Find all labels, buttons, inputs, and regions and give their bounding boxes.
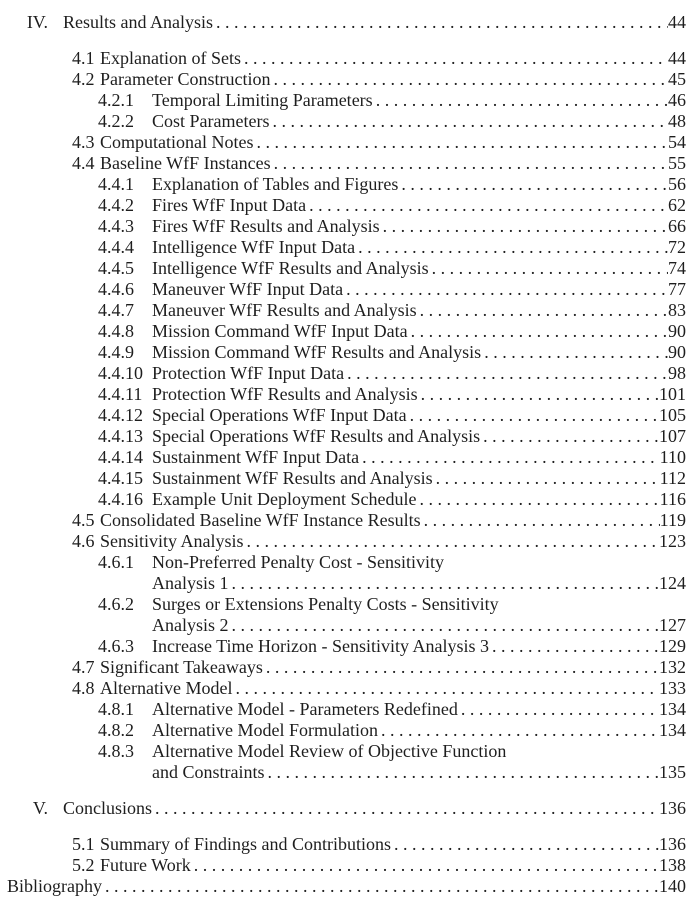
entry-page-number: 83 xyxy=(668,300,686,320)
toc-entry xyxy=(0,111,686,132)
dotted-leader xyxy=(270,69,668,90)
toc-entry xyxy=(0,48,686,69)
entry-page-number: 48 xyxy=(668,111,686,131)
entry-title: Surges or Extensions Penalty Costs - Sensitivity xyxy=(152,594,499,614)
entry-title: Protection WfF Input Data xyxy=(152,363,345,383)
entry-number: 4.2 xyxy=(72,69,95,89)
entry-title: Alternative Model Formulation xyxy=(152,720,378,740)
dotted-leader xyxy=(253,132,668,153)
dotted-leader xyxy=(191,855,659,876)
entry-title: Future Work xyxy=(100,855,191,875)
dotted-leader xyxy=(241,48,668,69)
dotted-leader xyxy=(229,615,660,636)
entry-number: 4.2.2 xyxy=(98,111,134,131)
entry-page-number: 66 xyxy=(668,216,686,236)
entry-number: 4.4.9 xyxy=(98,342,134,362)
toc-entry-continuation xyxy=(0,615,686,636)
dotted-leader xyxy=(417,300,668,321)
dotted-leader xyxy=(265,762,660,783)
toc-list xyxy=(0,12,686,897)
entry-title: Protection WfF Results and Analysis xyxy=(152,384,418,404)
entry-title: Sensitivity Analysis xyxy=(100,531,244,551)
entry-title: Alternative Model - Parameters Redefined xyxy=(152,699,458,719)
dotted-leader xyxy=(380,216,668,237)
toc-entry xyxy=(0,636,686,657)
entry-number: 4.6.3 xyxy=(98,636,134,656)
entry-number: 4.8 xyxy=(72,678,95,698)
entry-title: Mission Command WfF Input Data xyxy=(152,321,408,341)
toc-entry xyxy=(0,216,686,237)
entry-page-number: 46 xyxy=(668,90,686,110)
toc-entry xyxy=(0,258,686,279)
entry-page-number: 119 xyxy=(659,510,686,530)
toc-entry xyxy=(0,447,686,468)
dotted-leader xyxy=(458,699,659,720)
toc-entry xyxy=(0,405,686,426)
entry-number: 4.4.4 xyxy=(98,237,134,257)
dotted-leader xyxy=(416,489,659,510)
toc-entry xyxy=(0,741,686,762)
entry-number: 4.7 xyxy=(72,657,95,677)
dotted-leader xyxy=(343,279,668,300)
entry-title: Fires WfF Results and Analysis xyxy=(152,216,380,236)
entry-page-number: 62 xyxy=(668,195,686,215)
entry-number: 4.4.6 xyxy=(98,279,134,299)
toc-entry xyxy=(0,720,686,741)
entry-title: Maneuver WfF Results and Analysis xyxy=(152,300,417,320)
toc-entry xyxy=(0,594,686,615)
dotted-leader xyxy=(271,153,668,174)
dotted-leader xyxy=(359,447,660,468)
entry-number: 4.4.13 xyxy=(98,426,143,446)
entry-number: 4.4.16 xyxy=(98,489,143,509)
entry-number: 4.8.2 xyxy=(98,720,134,740)
toc-entry xyxy=(0,489,686,510)
entry-title: Example Unit Deployment Schedule xyxy=(152,489,417,509)
entry-page-number: 56 xyxy=(668,174,686,194)
dotted-leader xyxy=(421,510,660,531)
toc-entry-continuation xyxy=(0,573,686,594)
entry-title: Alternative Model xyxy=(100,678,233,698)
entry-title: Conclusions xyxy=(63,798,153,818)
toc-entry xyxy=(0,174,686,195)
entry-number: V. xyxy=(32,798,48,818)
dotted-leader xyxy=(408,321,668,342)
dotted-leader xyxy=(306,195,668,216)
toc-entry xyxy=(0,426,686,447)
toc-entry xyxy=(0,69,686,90)
dotted-leader xyxy=(433,468,660,489)
dotted-leader xyxy=(229,573,660,594)
toc-entry xyxy=(0,678,686,699)
dotted-leader xyxy=(378,720,659,741)
entry-number: IV. xyxy=(26,12,48,32)
dotted-leader xyxy=(480,426,659,447)
entry-number: 4.4.14 xyxy=(98,447,143,467)
dotted-leader xyxy=(481,342,668,363)
entry-number: 4.4.15 xyxy=(98,468,143,488)
entry-title: Intelligence WfF Input Data xyxy=(152,237,356,257)
entry-title: Fires WfF Input Data xyxy=(152,195,307,215)
entry-page-number: 74 xyxy=(668,258,686,278)
entry-page-number: 77 xyxy=(668,279,686,299)
entry-page-number: 90 xyxy=(668,342,686,362)
entry-title: Temporal Limiting Parameters xyxy=(152,90,373,110)
dotted-leader xyxy=(355,237,668,258)
entry-page-number: 44 xyxy=(668,48,686,68)
dotted-leader xyxy=(418,384,659,405)
entry-page-number: 55 xyxy=(668,153,686,173)
toc-entry xyxy=(0,552,686,573)
dotted-leader xyxy=(269,111,668,132)
entry-page-number: 129 xyxy=(659,636,686,656)
entry-title: Sustainment WfF Input Data xyxy=(152,447,360,467)
entry-title-line2: and Constraints xyxy=(152,762,265,782)
entry-number: 4.4.1 xyxy=(98,174,134,194)
entry-page-number: 124 xyxy=(659,573,686,593)
toc-entry xyxy=(0,510,686,531)
entry-number: 4.6 xyxy=(72,531,95,551)
dotted-leader xyxy=(102,876,659,897)
toc-entry xyxy=(0,300,686,321)
dotted-leader xyxy=(263,657,659,678)
dotted-leader xyxy=(213,12,668,33)
entry-page-number: 72 xyxy=(668,237,686,257)
entry-title: Mission Command WfF Results and Analysis xyxy=(152,342,482,362)
entry-page-number: 112 xyxy=(659,468,686,488)
entry-number: 4.4.2 xyxy=(98,195,134,215)
toc-entry xyxy=(0,132,686,153)
toc-entry xyxy=(0,657,686,678)
entry-page-number: 44 xyxy=(668,12,686,32)
entry-page-number: 138 xyxy=(659,855,686,875)
entry-title: Explanation of Tables and Figures xyxy=(152,174,399,194)
entry-title: Sustainment WfF Results and Analysis xyxy=(152,468,433,488)
entry-number: 4.4.12 xyxy=(98,405,143,425)
entry-number: 4.8.1 xyxy=(98,699,134,719)
dotted-leader xyxy=(232,678,659,699)
toc-entry xyxy=(0,876,686,897)
entry-title-line2: Analysis 2 xyxy=(152,615,229,635)
entry-title: Special Operations WfF Results and Analysis xyxy=(152,426,481,446)
entry-title: Computational Notes xyxy=(100,132,254,152)
toc-entry xyxy=(0,12,686,33)
dotted-leader xyxy=(344,363,668,384)
entry-page-number: 98 xyxy=(668,363,686,383)
dotted-leader xyxy=(429,258,668,279)
toc-entry xyxy=(0,195,686,216)
entry-page-number: 105 xyxy=(659,405,686,425)
toc-entry xyxy=(0,855,686,876)
toc-entry xyxy=(0,90,686,111)
entry-number: 5.1 xyxy=(72,834,95,854)
entry-page-number: 101 xyxy=(659,384,686,404)
entry-page-number: 134 xyxy=(659,720,686,740)
entry-title: Bibliography xyxy=(7,876,102,896)
entry-title: Results and Analysis xyxy=(63,12,214,32)
entry-number: 4.4.10 xyxy=(98,363,143,383)
entry-page-number: 136 xyxy=(659,798,686,818)
toc-entry xyxy=(0,531,686,552)
entry-page-number: 127 xyxy=(659,615,686,635)
entry-number: 5.2 xyxy=(72,855,95,875)
dotted-leader xyxy=(391,834,659,855)
toc-entry xyxy=(0,384,686,405)
entry-title: Intelligence WfF Results and Analysis xyxy=(152,258,429,278)
entry-title: Cost Parameters xyxy=(152,111,270,131)
entry-number: 4.2.1 xyxy=(98,90,134,110)
entry-title: Alternative Model Review of Objective Function xyxy=(152,741,507,761)
entry-number: 4.3 xyxy=(72,132,95,152)
entry-title: Summary of Findings and Contributions xyxy=(100,834,392,854)
toc-entry-continuation xyxy=(0,762,686,783)
entry-title: Special Operations WfF Input Data xyxy=(152,405,407,425)
dotted-leader xyxy=(373,90,668,111)
dotted-leader xyxy=(398,174,668,195)
entry-number: 4.6.1 xyxy=(98,552,134,572)
entry-title: Explanation of Sets xyxy=(100,48,241,68)
toc-entry xyxy=(0,798,686,819)
dotted-leader xyxy=(244,531,659,552)
toc-entry xyxy=(0,699,686,720)
entry-page-number: 107 xyxy=(659,426,686,446)
entry-page-number: 133 xyxy=(659,678,686,698)
toc-entry xyxy=(0,153,686,174)
dotted-leader xyxy=(152,798,659,819)
entry-number: 4.8.3 xyxy=(98,741,134,761)
entry-page-number: 116 xyxy=(659,489,686,509)
entry-number: 4.4.3 xyxy=(98,216,134,236)
entry-page-number: 90 xyxy=(668,321,686,341)
toc-entry xyxy=(0,279,686,300)
entry-number: 4.4.7 xyxy=(98,300,134,320)
entry-title: Increase Time Horizon - Sensitivity Analysis 3 xyxy=(152,636,489,656)
entry-title-line2: Analysis 1 xyxy=(152,573,229,593)
entry-page-number: 132 xyxy=(659,657,686,677)
entry-page-number: 140 xyxy=(659,876,686,896)
entry-page-number: 123 xyxy=(659,531,686,551)
dotted-leader xyxy=(489,636,659,657)
entry-number: 4.6.2 xyxy=(98,594,134,614)
entry-title: Baseline WfF Instances xyxy=(100,153,271,173)
entry-title: Parameter Construction xyxy=(100,69,271,89)
toc-entry xyxy=(0,468,686,489)
toc-entry xyxy=(0,342,686,363)
entry-title: Maneuver WfF Input Data xyxy=(152,279,344,299)
entry-title: Non-Preferred Penalty Cost - Sensitivity xyxy=(152,552,444,572)
entry-page-number: 136 xyxy=(659,834,686,854)
toc-entry xyxy=(0,834,686,855)
entry-number: 4.4.11 xyxy=(98,384,143,404)
entry-number: 4.4.8 xyxy=(98,321,134,341)
entry-number: 4.4.5 xyxy=(98,258,134,278)
toc-entry xyxy=(0,321,686,342)
entry-page-number: 135 xyxy=(659,762,686,782)
toc-entry xyxy=(0,363,686,384)
entry-page-number: 45 xyxy=(668,69,686,89)
entry-page-number: 134 xyxy=(659,699,686,719)
dotted-leader xyxy=(407,405,659,426)
entry-number: 4.5 xyxy=(72,510,95,530)
entry-number: 4.1 xyxy=(72,48,95,68)
entry-title: Consolidated Baseline WfF Instance Results xyxy=(100,510,421,530)
entry-page-number: 54 xyxy=(668,132,686,152)
entry-number: 4.4 xyxy=(72,153,95,173)
entry-title: Significant Takeaways xyxy=(100,657,263,677)
entry-page-number: 110 xyxy=(659,447,686,467)
toc-entry xyxy=(0,237,686,258)
